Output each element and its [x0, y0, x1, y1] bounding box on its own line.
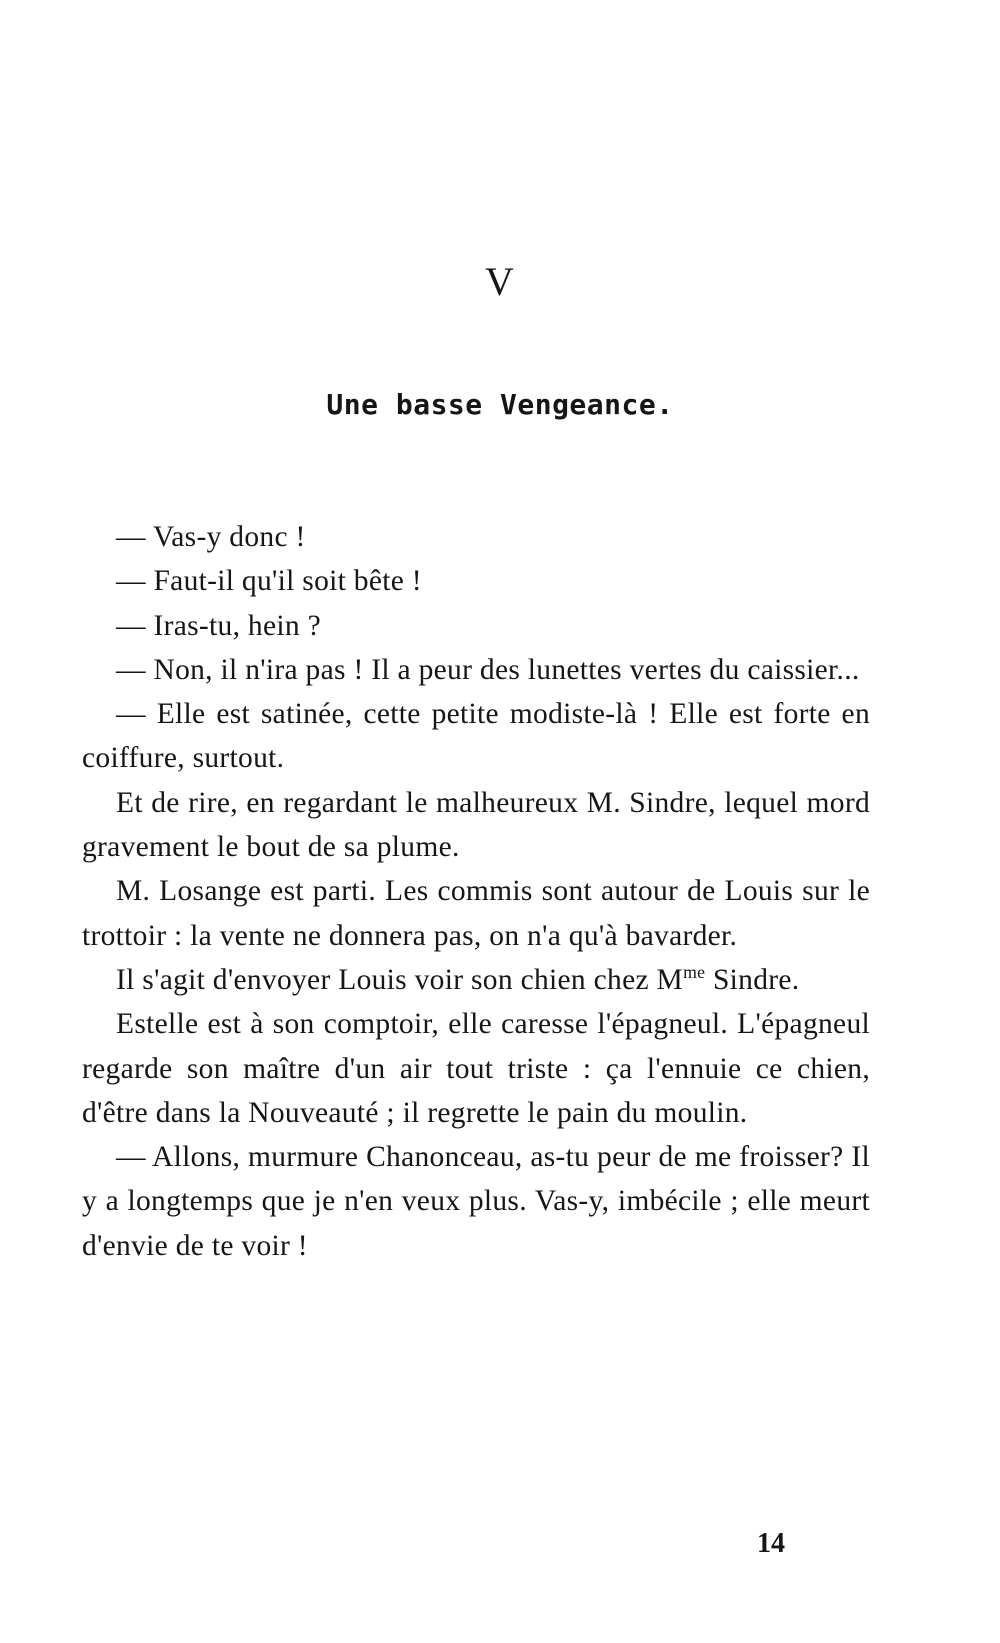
paragraph: M. Losange est parti. Les commis sont autour de Louis sur le trottoir : la vente ne donnera pas, on n'a qu'à bavarder. [82, 875, 870, 952]
superscript-abbreviation: me [683, 961, 706, 982]
paragraph: — Iras-tu, hein ? [116, 609, 321, 642]
paragraph-text: Il s'agit d'envoyer Louis voir son chien chez M [116, 963, 684, 996]
chapter-title: Une basse Vengeance. [326, 388, 674, 421]
paragraph: — Non, il n'ira pas ! Il a peur des lunettes vertes du caissier... [116, 653, 860, 686]
paragraph: — Faut-il qu'il soit bête ! [116, 565, 422, 598]
paragraph: — Allons, murmure Chanonceau, as-tu peur de me froisser? Il y a longtemps que je n'en veux plus. Vas-y, imbécile ; elle meurt d'envie de te voir ! [82, 1141, 870, 1262]
paragraph [82, 958, 870, 1002]
page-number: 14 [757, 1528, 785, 1559]
body-text [82, 515, 870, 1268]
paragraph: Estelle est à son comptoir, elle caresse l'épagneul. L'épagneul regarde son maître d'un air tout triste : ça l'ennuie ce chien, d'être dans la Nouveauté ; il regrette le pain du moulin. [82, 1008, 870, 1129]
paragraph: — Vas-y donc ! [116, 521, 306, 553]
chapter-number: V [485, 259, 515, 304]
paragraph: Et de rire, en regardant le malheureux M. Sindre, lequel mord gravement le bout de sa plume. [82, 786, 870, 864]
paragraph-text: Sindre. [705, 963, 800, 996]
paragraph: — Elle est satinée, cette petite modiste-là ! Elle est forte en coiffure, surtout. [82, 698, 870, 775]
